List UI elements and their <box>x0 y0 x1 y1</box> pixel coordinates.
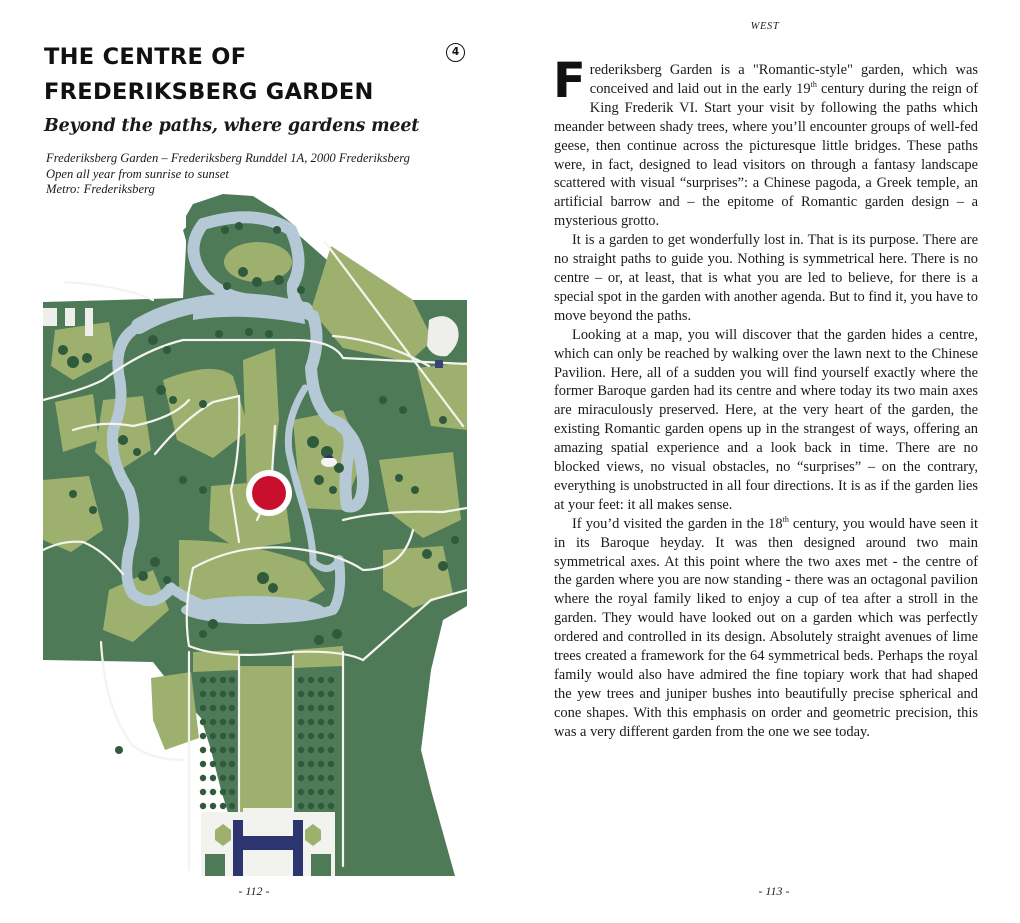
article-body <box>553 53 978 742</box>
page-number-left: - 112 - <box>238 884 270 898</box>
opening-hours-line: Open all year from sunrise to sunset <box>46 166 229 181</box>
chapter-number-badge: 4 <box>446 43 465 62</box>
address-line: Frederiksberg Garden – Frederiksberg Runddel 1A, 2000 Frederiksberg <box>46 151 410 165</box>
metro-line: Metro: Frederiksberg <box>46 182 155 196</box>
paragraph-1: Frederiksberg Garden is a "Romantic-style" garden, which was conceived and laid out in the early 19th century during the reign of King Frederik VI. Start your visit by following the paths which meander between shady trees, where you’ll encounter groups of well-fed geese, then continue across the picturesque little bridges. These paths were, in fact, designed to lead visitors on through a fantasy landscape scattered with visual “surprises”: a Chinese pagoda, a Greek temple, an artificial barrow and – the epitome of Romantic garden design – a mysterious grotto. <box>553 53 978 230</box>
chapter-title: THE CENTRE OF FREDERIKSBERG GARDEN <box>44 44 374 105</box>
running-head: WEST <box>750 21 780 32</box>
page-number-right: - 113 - <box>758 884 790 898</box>
right-page <box>510 0 1020 923</box>
paragraph-4: If you’d visited the garden in the 18th century, you would have seen it in its Baroque heyday. It was then designed around two main symmetrical axes. At this point where the two axes met - the centre of the garden where you are now standing - there was an octagonal pavilion where the royal family liked to enjoy a cup of tea after a stroll in the garden. They would have looked out on a garden which was perfectly ordered and controlled in its design. Absolutely straight avenues of lime trees created a framework for the 64 symmetrical beds. Perhaps the royal family would also have admired the fine topiary work that had shaped the yew trees and juniper bushes into beautifully precise spherical and cone shapes. With this emphasis on order and geometric precision, this was a very different garden from the one we see today. <box>554 514 978 740</box>
location-marker <box>246 470 292 516</box>
lake <box>181 596 325 624</box>
frederiksberg-palace <box>201 808 335 876</box>
chapter-subtitle: Beyond the paths, where gardens meet <box>44 116 420 136</box>
drop-cap: F <box>553 53 586 109</box>
garden-map <box>43 190 467 876</box>
paragraph-2: It is a garden to get wonderfully lost in. That is its purpose. There are no straight paths to guide you. Nothing is symmetrical here. There is no centre – or, at least, that is what you are led to believe, for there is a special spot in the garden with another agenda. But to find it, you have to move beyond the paths. <box>554 232 978 324</box>
paragraph-3: Looking at a map, you will discover that the garden hides a centre, which can only be reached by walking over the lawn next to the Chinese Pavilion. Here, all of a sudden you will find yourself exactly where the former Baroque garden had its centre and where today its two main axes are miraculously preserved. Here, at the very heart of the garden, the existing Romantic garden opens up in the strangest of ways, offering an amazing spatial experience and a look back in time. There are no blocked views, no visual obstacles, no “surprises” – on the contrary, everything is unobstructed in all four directions. It is as if the garden lies at your feet: it all makes sense. <box>554 326 978 513</box>
